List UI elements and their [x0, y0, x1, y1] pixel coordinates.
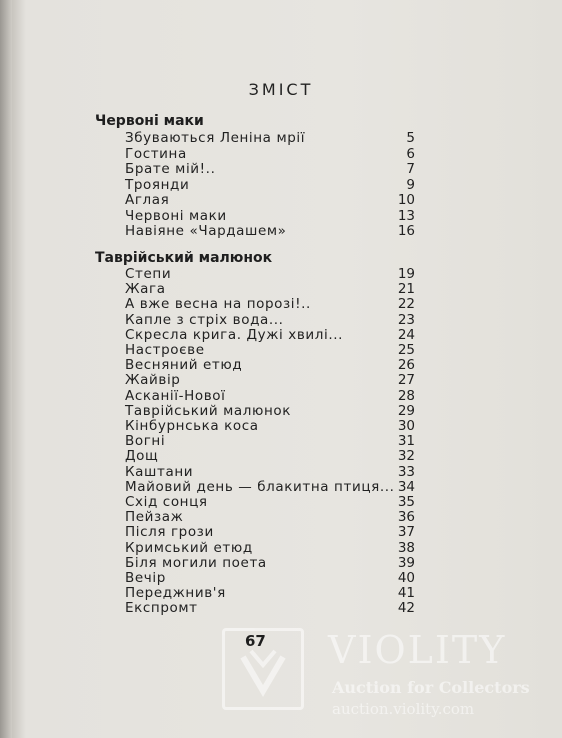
toc-entry: [125, 433, 415, 449]
toc-entry-title: Майовий день — блакитна птиця...: [125, 478, 395, 495]
toc-entry-title: Переджнив'я: [125, 585, 226, 602]
toc-entry: [125, 372, 415, 388]
toc-entry-page: 42: [397, 600, 415, 617]
toc-entry-page: 29: [397, 402, 415, 419]
toc-entry-title: Навіяне «Чардашем»: [125, 223, 287, 239]
toc-entry: [125, 418, 415, 434]
toc-entry-page: 33: [397, 463, 415, 480]
toc-entry-page: 41: [397, 585, 415, 602]
toc-entry-page: 35: [397, 494, 415, 510]
toc-entry-page: 13: [397, 207, 415, 224]
toc-entry: [125, 464, 415, 480]
toc-entry: [125, 312, 415, 328]
toc-entry-title: Біля могили поета: [125, 554, 267, 571]
toc-entry-page: 40: [397, 570, 415, 586]
toc-entry: [125, 585, 415, 601]
toc-entry-page: 26: [397, 357, 415, 374]
toc-entry-page: 22: [397, 296, 415, 313]
toc-entry-title: Збуваються Леніна мрії: [125, 130, 306, 146]
toc-entry-page: 39: [397, 554, 415, 571]
toc-entry: [125, 479, 415, 495]
toc-entry-page: 10: [397, 192, 415, 208]
toc-entry-page: 6: [406, 145, 415, 162]
toc-entry: [125, 540, 415, 556]
toc-entry-page: 37: [397, 524, 415, 541]
violity-logo-icon: [222, 628, 304, 710]
toc-entry: [125, 266, 415, 282]
toc-entry-page: 38: [397, 539, 415, 556]
contents-heading: ЗМІСТ: [248, 80, 314, 99]
toc-entry-page: 32: [397, 448, 415, 465]
toc-entry-page: 24: [397, 326, 415, 343]
toc-entry-title: Кримський етюд: [125, 539, 253, 556]
toc-entry: [125, 403, 415, 419]
watermark-name: VIOLITY: [328, 628, 507, 672]
toc-entry-page: 5: [406, 130, 415, 146]
toc-entry: [125, 327, 415, 343]
toc-entry-page: 19: [397, 266, 415, 282]
toc-entry: [125, 448, 415, 464]
toc-entry-title: Весняний етюд: [125, 357, 243, 374]
toc-entry-title: Кінбурнська коса: [125, 418, 259, 434]
toc-entry-title: Після грози: [125, 524, 214, 541]
toc-entry-title: Каштани: [125, 463, 194, 480]
toc-entry-page: 36: [397, 509, 415, 526]
toc-entry: [125, 509, 415, 525]
toc-entry-page: 7: [406, 161, 415, 177]
toc-entry: [125, 494, 415, 510]
toc-entry: [125, 192, 415, 208]
toc-entry-page: 16: [397, 223, 415, 239]
toc-entry: [125, 208, 415, 224]
toc-entry-page: 34: [397, 478, 415, 495]
toc-entry: [125, 342, 415, 358]
toc-entry-page: 25: [397, 342, 415, 358]
toc-entry-page: 21: [397, 281, 415, 298]
toc-entry: [125, 357, 415, 373]
toc-entry: [125, 296, 415, 312]
toc-entry-title: Асканії-Нової: [125, 387, 226, 404]
toc-entry: [125, 146, 415, 162]
toc-entry-title: Настроєве: [125, 342, 205, 358]
section-title: Таврійський малюнок: [95, 250, 273, 266]
toc-entry-page: 28: [397, 387, 415, 404]
toc-entry-title: А вже весна на порозі!..: [125, 296, 311, 313]
watermark: [222, 628, 542, 718]
toc-entry: [125, 524, 415, 540]
toc-entry-title: Схід сонця: [125, 494, 208, 510]
toc-entry-title: Таврійський малюнок: [125, 402, 292, 419]
section-title: Червоні маки: [95, 113, 204, 129]
toc-entry-title: Аглая: [125, 192, 170, 208]
page-number: 67: [245, 632, 266, 650]
toc-entry-title: Червоні маки: [125, 207, 227, 224]
watermark-tagline: Auction for Collectors: [332, 678, 530, 697]
toc-entry-title: Вогні: [125, 433, 166, 450]
toc-entry: [125, 161, 415, 177]
toc-entry-page: 31: [397, 433, 415, 450]
toc-entry-title: Троянди: [125, 176, 190, 193]
toc-entry-title: Пейзаж: [125, 509, 184, 526]
toc-entry-page: 27: [397, 372, 415, 389]
toc-entry-page: 30: [397, 418, 415, 434]
toc-entry-title: Брате мій!..: [125, 161, 216, 177]
toc-entry-title: Експромт: [125, 600, 198, 617]
toc-entry-title: Жайвір: [125, 372, 181, 389]
toc-entry-page: 9: [406, 176, 415, 193]
toc-entry: [125, 130, 415, 146]
toc-entry: [125, 177, 415, 193]
toc-entry-title: Скресла крига. Дужі хвилі...: [125, 326, 344, 343]
toc-entry-title: Капле з стріх вода...: [125, 311, 284, 328]
book-spine: [0, 0, 12, 738]
toc-entry-title: Степи: [125, 266, 172, 282]
watermark-url: auction.violity.com: [332, 700, 475, 718]
toc-entry: [125, 388, 415, 404]
toc-entry: [125, 281, 415, 297]
toc-entry-title: Жага: [125, 281, 166, 298]
toc-entry: [125, 555, 415, 571]
toc-entry: [125, 223, 415, 239]
toc-entry-title: Гостина: [125, 145, 187, 162]
toc-entry-page: 23: [397, 311, 415, 328]
toc-entry-title: Вечір: [125, 570, 166, 586]
toc-entry: [125, 570, 415, 586]
toc-entry: [125, 600, 415, 616]
toc-entry-title: Дощ: [125, 448, 159, 465]
